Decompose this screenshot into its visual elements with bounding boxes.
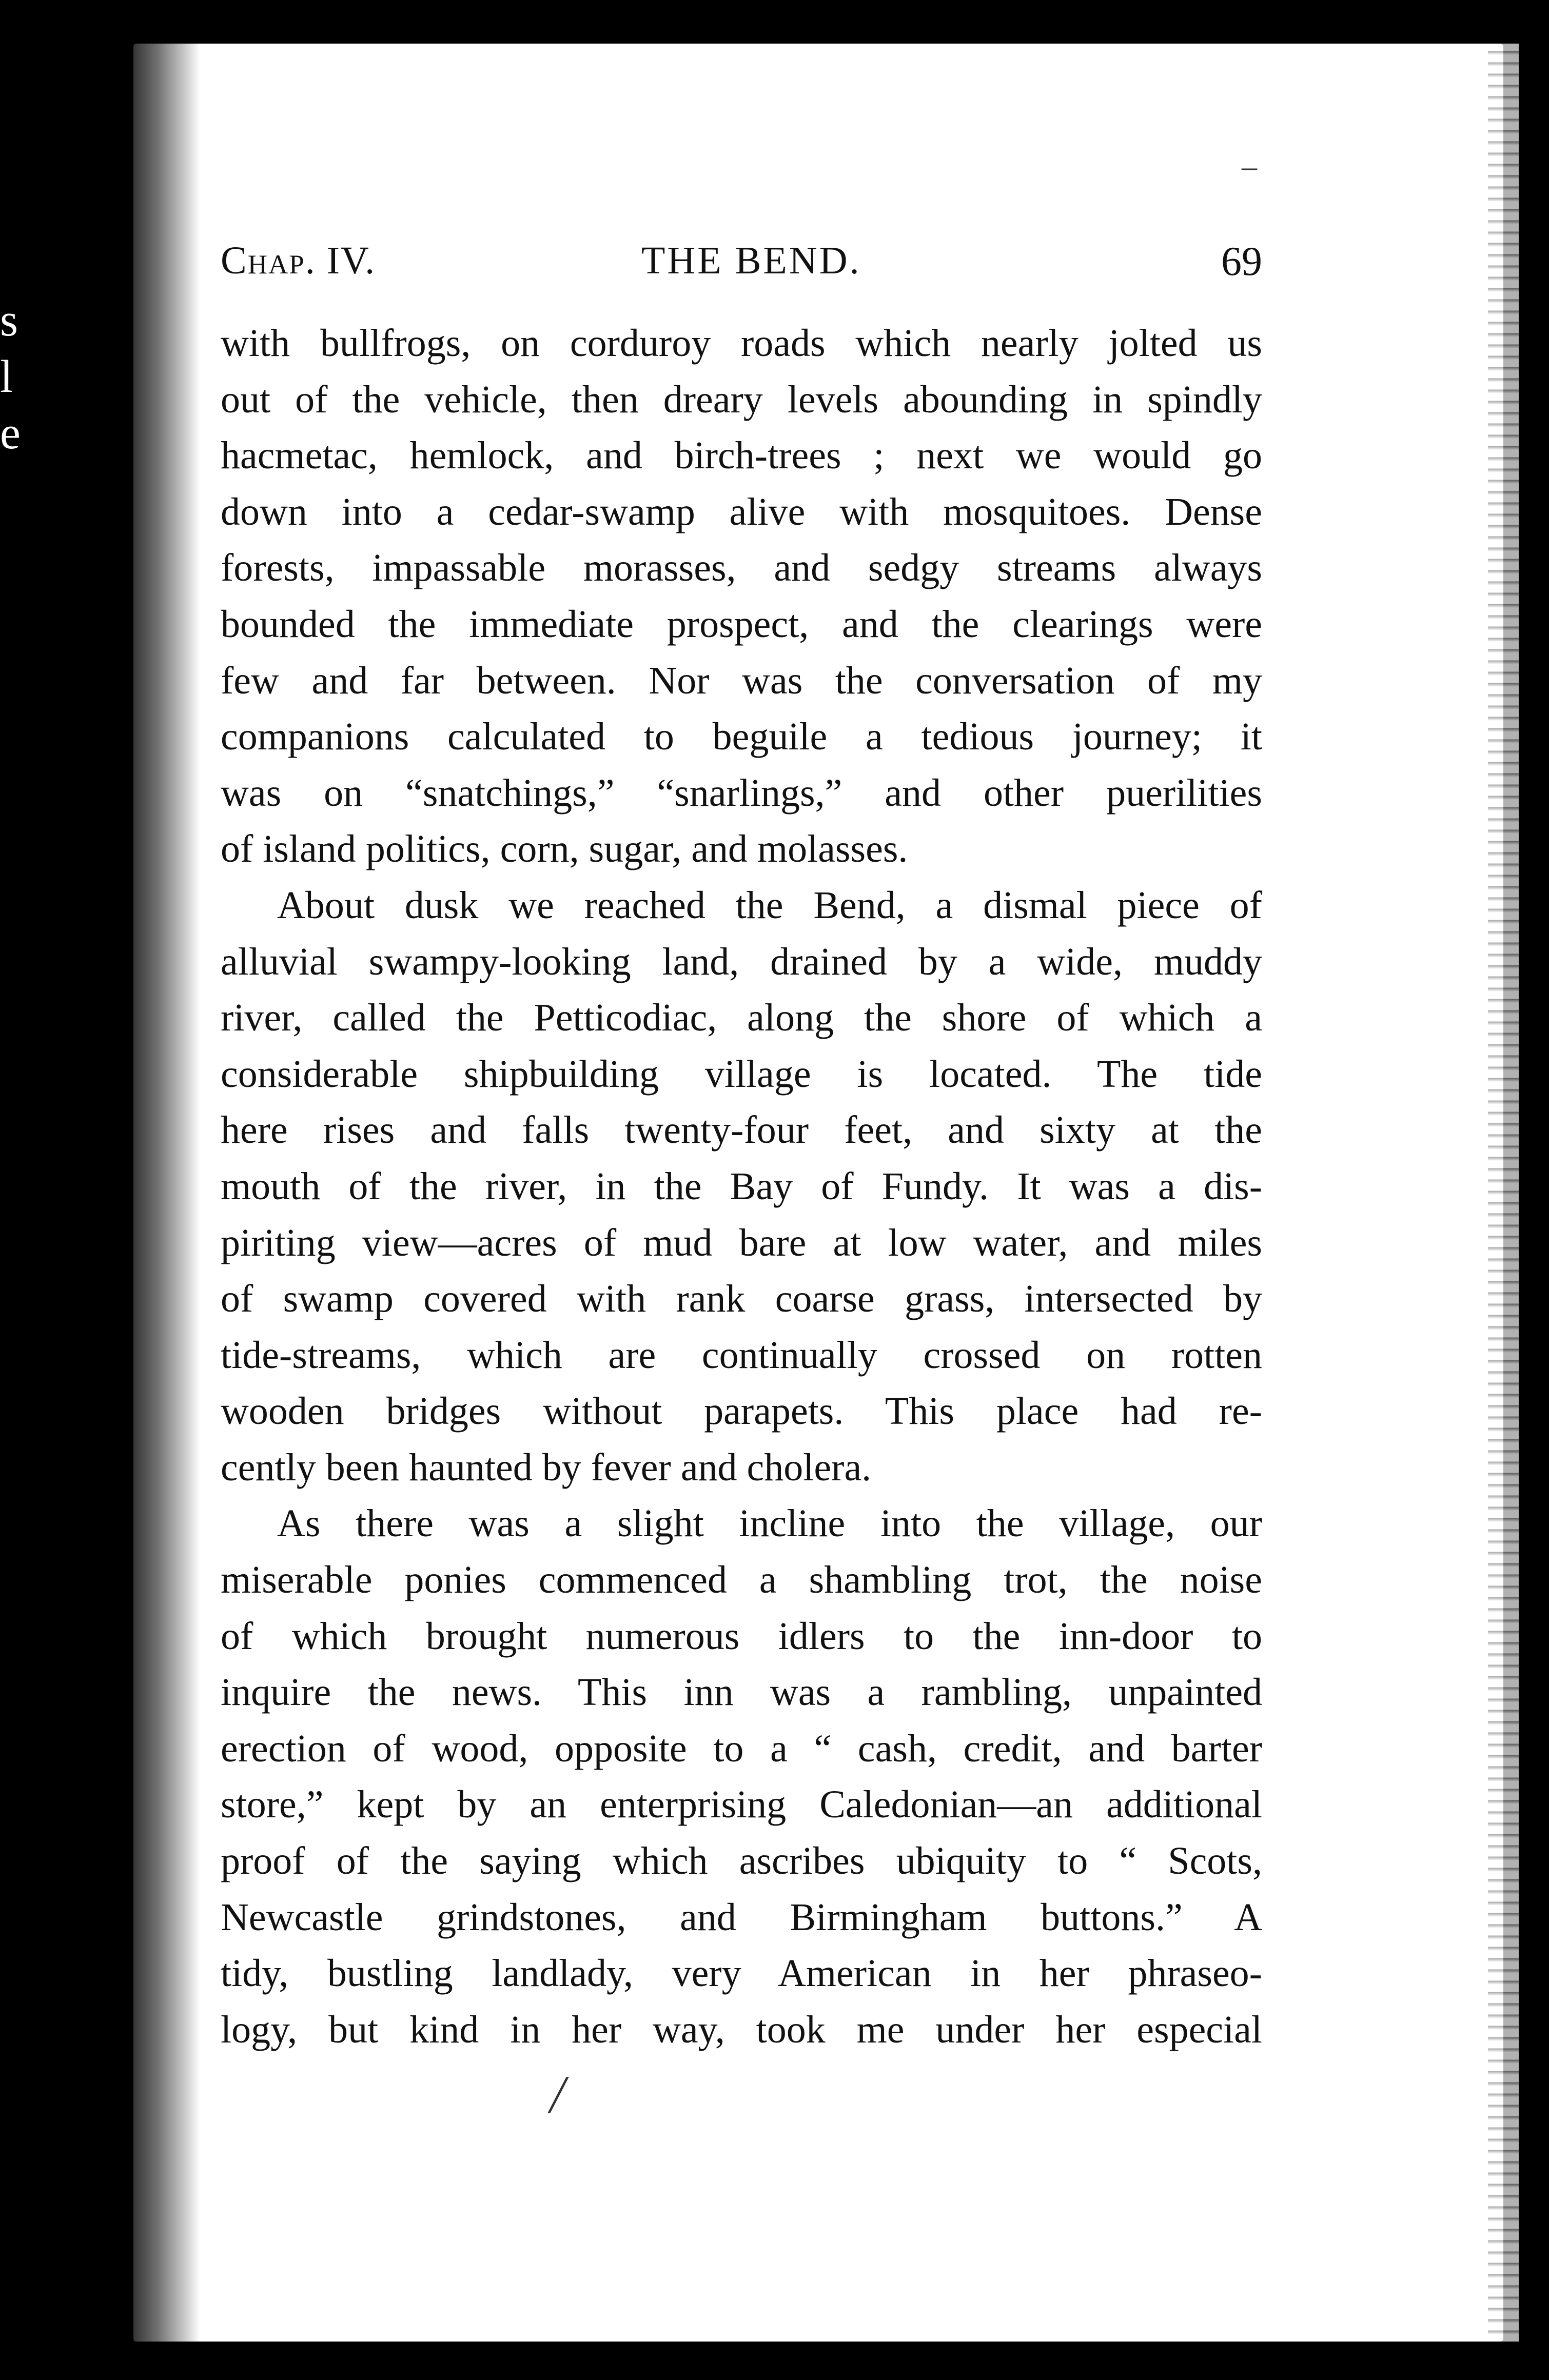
- chapter-label: Chap. IV.: [221, 239, 376, 282]
- text-line: proof of the saying which ascribes ubiquity to “ Scots,: [221, 1839, 1262, 1883]
- paragraph-start-line: About dusk we reached the Bend, a dismal piece of: [277, 883, 1262, 927]
- running-title: THE BEND.: [641, 239, 861, 282]
- binding-gutter: [133, 44, 200, 2342]
- stray-mark: ╱: [549, 2078, 568, 2112]
- bleed-through-letter: e: [0, 408, 21, 459]
- text-line: tide-streams, which are continually crossed on rotten: [221, 1333, 1262, 1377]
- bleed-through-letter: s: [0, 295, 18, 346]
- text-line: mouth of the river, in the Bay of Fundy. It was a dis-: [221, 1164, 1262, 1208]
- text-line: out of the vehicle, then dreary levels abounding in spindly: [221, 378, 1262, 421]
- text-line: Newcastle grindstones, and Birmingham buttons.” A: [221, 1895, 1262, 1939]
- text-line: forests, impassable morasses, and sedgy streams always: [221, 546, 1262, 590]
- paragraph-start-line: As there was a slight incline into the village, our: [277, 1502, 1262, 1545]
- text-line: of which brought numerous idlers to the inn-door to: [221, 1614, 1262, 1658]
- text-line: cently been haunted by fever and cholera.: [221, 1445, 872, 1489]
- text-line: miserable ponies commenced a shambling trot, the noise: [221, 1558, 1262, 1602]
- text-line: few and far between. Nor was the conversation of my: [221, 659, 1262, 702]
- text-line: alluvial swampy-looking land, drained by a wide, muddy: [221, 940, 1262, 983]
- bleed-through-letter: l: [0, 351, 13, 402]
- text-line: with bullfrogs, on corduroy roads which nearly jolted us: [221, 322, 1262, 365]
- text-line: store,” kept by an enterprising Caledonian—an additional: [221, 1783, 1262, 1827]
- text-line: of swamp covered with rank coarse grass, intersected by: [221, 1277, 1262, 1321]
- text-line: considerable shipbuilding village is located. The tide: [221, 1052, 1262, 1096]
- page-number: 69: [1221, 239, 1262, 284]
- text-line: bounded the immediate prospect, and the clearings were: [221, 602, 1262, 646]
- page-edge: [1488, 44, 1519, 2342]
- text-line: logy, but kind in her way, took me under her especial: [221, 2008, 1262, 2051]
- text-line: tidy, bustling landlady, very American in her phraseo-: [221, 1952, 1262, 1995]
- running-header: [221, 233, 1262, 290]
- body-text: [221, 315, 1262, 2058]
- text-line: river, called the Petticodiac, along the shore of which a: [221, 996, 1262, 1040]
- text-line: hacmetac, hemlock, and birch-trees ; next we would go: [221, 434, 1262, 478]
- text-line: of island politics, corn, sugar, and molasses.: [221, 827, 908, 871]
- stray-mark: –: [1242, 149, 1257, 183]
- text-line: here rises and falls twenty-four feet, and sixty at the: [221, 1108, 1262, 1152]
- text-line: piriting view—acres of mud bare at low water, and miles: [221, 1221, 1262, 1264]
- text-line: down into a cedar-swamp alive with mosquitoes. Dense: [221, 490, 1262, 533]
- text-line: companions calculated to beguile a tedious journey; it: [221, 715, 1262, 759]
- text-line: inquire the news. This inn was a rambling, unpainted: [221, 1671, 1262, 1714]
- text-line: was on “snatchings,” “snarlings,” and other puerilities: [221, 771, 1262, 815]
- text-line: wooden bridges without parapets. This place had re-: [221, 1390, 1262, 1433]
- text-line: erection of wood, opposite to a “ cash, credit, and barter: [221, 1727, 1262, 1770]
